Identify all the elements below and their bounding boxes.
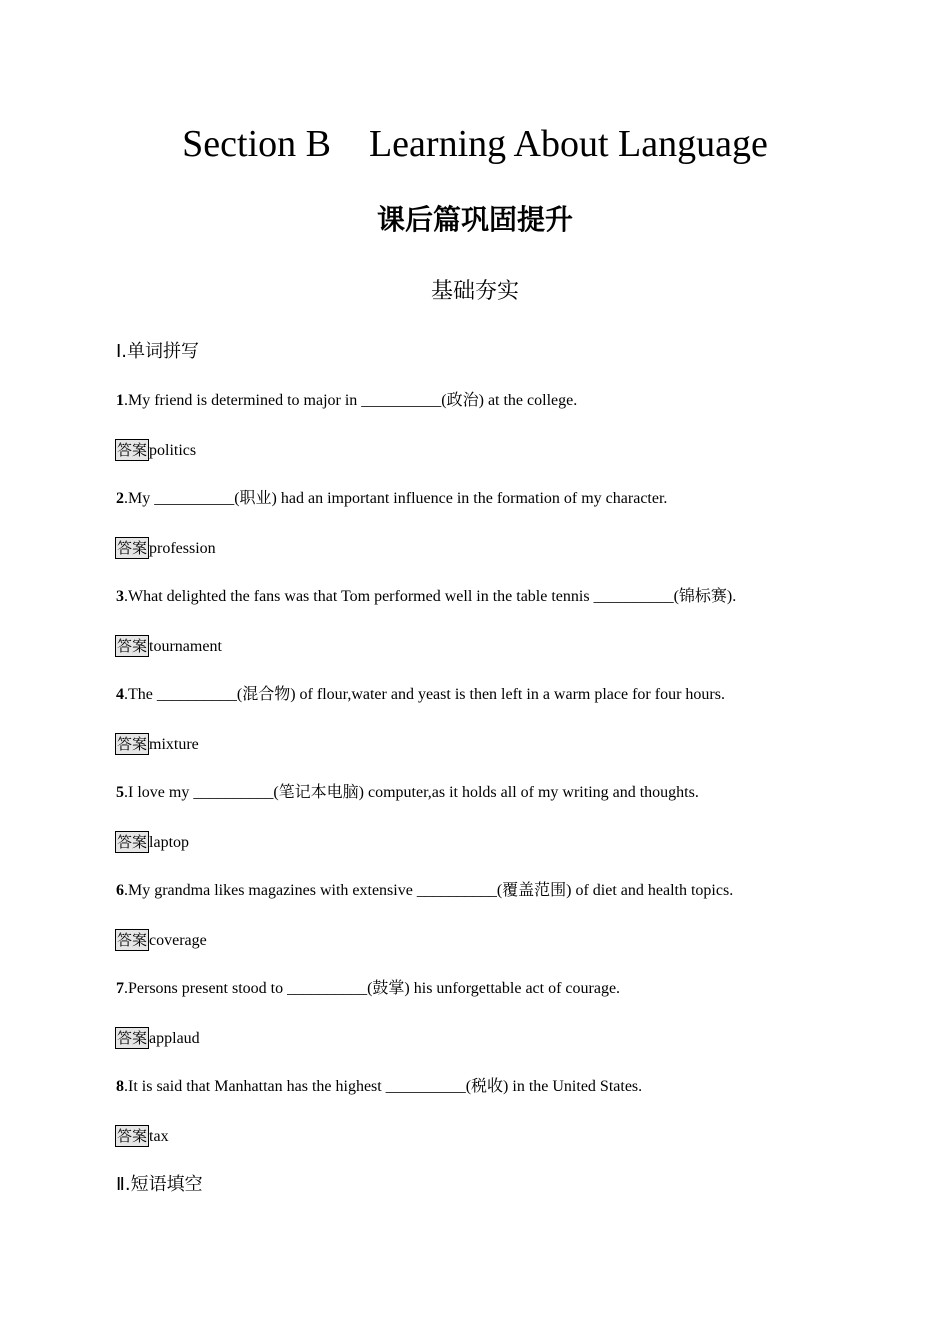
question-item <box>116 684 725 706</box>
question-item <box>116 390 577 412</box>
answer-tag: 答案 <box>117 931 148 949</box>
section-heading-word-spelling: Ⅰ.单词拼写 <box>116 341 200 362</box>
question-text: .The __________(混合物) of flour,water and yeast is then left in a warm place for four hours. <box>124 686 725 703</box>
answer-item <box>115 733 199 756</box>
section-heading-phrase-fill: Ⅱ.短语填空 <box>116 1174 203 1195</box>
question-text: .Persons present stood to __________(鼓掌) his unforgettable act of courage. <box>124 980 621 997</box>
question-number: 2 <box>116 490 124 507</box>
answer-tag: 答案 <box>117 539 148 557</box>
answer-text: coverage <box>149 932 207 949</box>
answer-tag: 答案 <box>117 833 148 851</box>
answer-text: applaud <box>149 1030 200 1047</box>
answer-item <box>115 537 216 560</box>
level-heading: 基础夯实 <box>430 279 519 304</box>
answer-tag: 答案 <box>117 1127 148 1145</box>
answer-item <box>115 831 189 854</box>
question-item <box>116 978 620 1000</box>
page-subtitle: 课后篇巩固提升 <box>376 203 573 236</box>
question-text: .I love my __________(笔记本电脑) computer,as it holds all of my writing and thoughts. <box>124 784 699 801</box>
question-number: 5 <box>116 784 124 801</box>
answer-text: tournament <box>149 638 222 655</box>
answer-tag: 答案 <box>117 441 148 459</box>
question-text: .What delighted the fans was that Tom performed well in the table tennis __________(锦标赛). <box>124 588 737 605</box>
answer-item <box>115 1125 169 1148</box>
question-text: .It is said that Manhattan has the highest __________(税收) in the United States. <box>124 1078 643 1095</box>
answer-tag: 答案 <box>117 637 148 655</box>
answer-text: tax <box>149 1128 169 1145</box>
answer-item <box>115 929 207 952</box>
answer-tag: 答案 <box>117 735 148 753</box>
question-item <box>116 488 667 510</box>
answer-tag: 答案 <box>117 1029 148 1047</box>
page-title: Section B Learning About Language <box>182 123 768 165</box>
question-item <box>116 1076 642 1098</box>
question-number: 7 <box>116 980 124 997</box>
question-number: 3 <box>116 588 124 605</box>
answer-item <box>115 439 196 462</box>
answer-text: mixture <box>149 736 199 753</box>
question-text: .My friend is determined to major in __________(政治) at the college. <box>124 392 578 409</box>
answer-text: politics <box>149 442 197 459</box>
question-item <box>116 586 736 608</box>
answer-item <box>115 1027 200 1050</box>
question-number: 4 <box>116 686 124 703</box>
question-item <box>116 880 733 902</box>
question-item <box>116 782 699 804</box>
question-number: 6 <box>116 882 124 899</box>
answer-item <box>115 635 222 658</box>
question-text: .My __________(职业) had an important influence in the formation of my character. <box>124 490 668 507</box>
question-number: 1 <box>116 392 124 409</box>
question-text: .My grandma likes magazines with extensive __________(覆盖范围) of diet and health topics. <box>124 882 734 899</box>
question-number: 8 <box>116 1078 124 1095</box>
answer-text: profession <box>149 540 216 557</box>
answer-text: laptop <box>149 834 190 851</box>
